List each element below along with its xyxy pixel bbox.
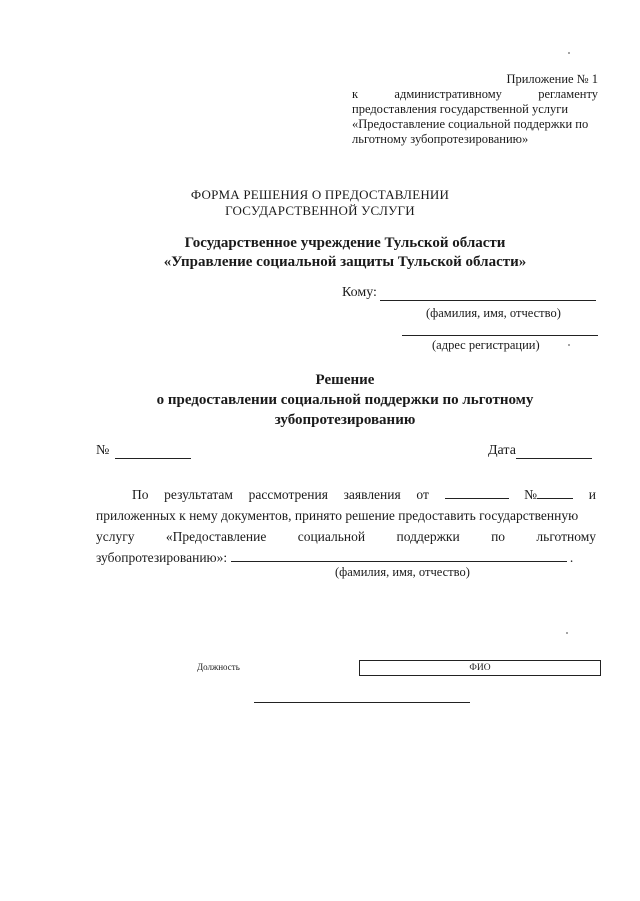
form-title-line: ГОСУДАРСТВЕННОЙ УСЛУГИ: [225, 203, 415, 218]
body-word: заявления: [343, 487, 401, 502]
annex-line-regulation: [352, 87, 598, 102]
body-row: [96, 526, 596, 547]
body-row: [96, 484, 596, 505]
decision-date-field: [488, 443, 592, 459]
recipient-name-hint: (фамилия, имя, отчество): [426, 306, 561, 320]
body-word: №: [524, 487, 538, 502]
position-label: Должность: [197, 662, 240, 672]
annex-number: Приложение № 1: [506, 72, 598, 86]
form-title: [0, 187, 640, 219]
fio-box: ФИО: [359, 660, 601, 676]
body-word: рассмотрения: [248, 487, 328, 502]
body-row: [96, 505, 596, 526]
annex-word: к: [352, 87, 359, 101]
body-word: от: [416, 487, 429, 502]
body-word: льготному: [536, 529, 596, 544]
body-word: поддержки: [396, 529, 460, 544]
body-word: результатам: [164, 487, 233, 502]
decision-title: [0, 370, 640, 430]
body-word: и: [588, 487, 596, 502]
scan-speck: [566, 632, 568, 634]
body-word: .: [569, 550, 574, 565]
annex-block: [352, 72, 598, 147]
body-word: социальной: [297, 529, 366, 544]
decision-title-line: зубопротезированию: [274, 412, 416, 428]
annex-word: регламенту: [538, 87, 598, 101]
decision-title-line: Решение: [315, 372, 375, 388]
recipient-field: [342, 285, 596, 301]
organization-name: [0, 234, 640, 272]
number-label: №: [96, 443, 110, 458]
body-text: приложенных к нему документов, принято решение предоставить государственную: [96, 508, 579, 523]
recipient-address-line: [402, 335, 598, 336]
beneficiary-name-line: [231, 548, 567, 562]
body-word: «Предоставление: [165, 529, 267, 544]
annex-line: льготному зубопротезированию»: [352, 132, 529, 146]
signature-line: [254, 702, 470, 703]
application-number-field: [524, 484, 573, 505]
body-word: зубопротезированию»:: [96, 550, 228, 565]
body-word: По: [132, 487, 149, 502]
body-word: по: [491, 529, 506, 544]
recipient-name-line: [380, 286, 596, 301]
body-word: услугу: [96, 529, 135, 544]
scan-speck: [568, 52, 570, 54]
form-title-line: ФОРМА РЕШЕНИЯ О ПРЕДОСТАВЛЕНИИ: [190, 187, 450, 202]
annex-line: «Предоставление социальной поддержки по: [352, 117, 589, 131]
organization-line: «Управление социальной защиты Тульской области»: [163, 254, 527, 270]
organization-line: Государственное учреждение Тульской области: [184, 235, 506, 251]
recipient-address-hint: (адрес регистрации): [432, 338, 540, 352]
decision-number-field: [96, 443, 191, 459]
date-label: Дата: [488, 443, 516, 458]
number-line: [115, 445, 191, 459]
decision-body: [96, 484, 596, 568]
recipient-label: Кому:: [342, 285, 377, 300]
scan-speck: [568, 344, 570, 346]
decision-title-line: о предоставлении социальной поддержки по льготному: [156, 392, 534, 408]
annex-word: административному: [394, 87, 502, 101]
application-number-line: [537, 485, 573, 499]
application-date-line: [445, 485, 509, 499]
beneficiary-name-hint: (фамилия, имя, отчество): [335, 565, 470, 579]
date-line: [516, 445, 592, 459]
annex-line: предоставления государственной услуги: [352, 102, 569, 116]
